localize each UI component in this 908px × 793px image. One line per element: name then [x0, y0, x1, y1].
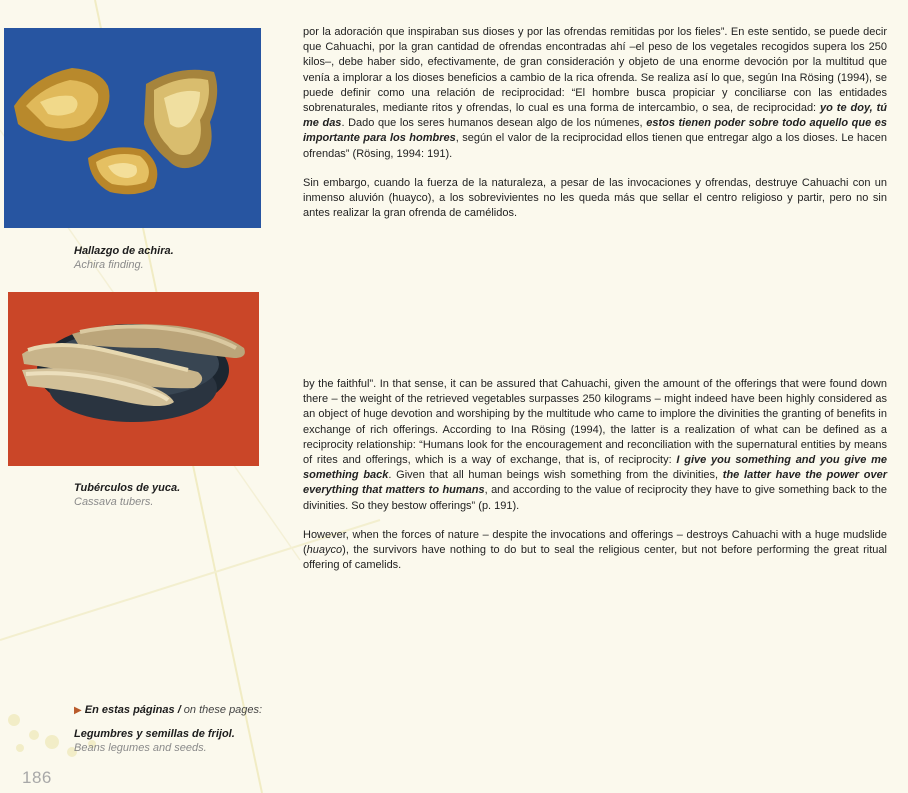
- emphasis-span: estos tienen poder sobre todo aquello que es importante para los hombres: [303, 117, 887, 145]
- text-span: , and according to the value of reciprocity they have to give something back to the divinities. So they bestow offerings” (p. 191).: [303, 484, 887, 512]
- pages-marker-en: on these pages:: [180, 704, 263, 716]
- caption-yuca-en: Cassava tubers.: [74, 496, 154, 508]
- pages-marker-es: En estas páginas /: [84, 704, 181, 716]
- caption-on-these-pages: [74, 703, 262, 755]
- pages-marker-line: [74, 703, 262, 718]
- caption-achira: [74, 244, 174, 272]
- caption-yuca: [74, 481, 180, 509]
- page-number: 186: [22, 768, 52, 787]
- spanish-text-block: [303, 25, 887, 221]
- yuca-photo: [8, 292, 259, 466]
- pages-caption-en: Beans legumes and seeds.: [74, 742, 207, 754]
- text-span: , según el valor de la reciprocidad ellos tienen que entregar algo a los dioses. Le hacen ofrendas” (Rösing, 1994: 191).: [303, 132, 888, 160]
- caption-achira-es: Hallazgo de achira.: [74, 245, 174, 257]
- english-text-block: [303, 377, 887, 573]
- italic-span: huayco: [306, 544, 343, 557]
- text-span: However, when the forces of nature – despite the invocations and offerings – destroys Cahuachi with a huge mudslide (: [303, 528, 887, 557]
- caption-achira-en: Achira finding.: [74, 259, 144, 271]
- pages-caption-es: Legumbres y semillas de frijol.: [74, 728, 235, 740]
- text-span: . Dado que los seres humanos desean algo de los númenes,: [341, 117, 647, 130]
- emphasis-span: yo te doy, tú me das: [303, 102, 888, 130]
- achira-photo: [4, 28, 261, 228]
- text-span: by the faithful”. In that sense, it can be assured that Cahuachi, given the amount of the offerings that were found down there – the weight of the retrieved vegetables surpasses 250 kilograms – might indeed have been highly considered as an object of huge devotion and worshiping by the multitude who came to implore the divinities the granting of benefits in exchange of rich offerings. According to Ina Rösing (1994), the latter is a realization of what can be defined as a reciprocity relationship: “Humans look for the encouragement and reconciliation with the supernatural entities by means of rites and offerings, which is a way of exchange, that is, of reciprocity:: [303, 378, 887, 467]
- text-span: por la adoración que inspiraban sus dioses y por las ofrendas remitidas por los fieles”. En este sentido, se puede decir que Cahuachi, por la gran cantidad de ofrendas encontradas ahí –el peso de los vegetales recogidos supera los 250 kilos–, debe haber sido, efectivamente, de gran consideración y objeto de una enorme devoción por la multitud que venía a implorar a los dioses beneficios a cambio de la rica ofrenda. Se realiza así lo que, según Ina Rösing (1994), se puede definir como una relación de reciprocidad: “El hombre busca propiciar y conciliarse con las entidades sobrenaturales, mediante ritos y ofrendas, lo cual es una forma de intercambio, o sea, de reciprocidad:: [303, 26, 887, 115]
- english-paragraph-1: [303, 377, 887, 514]
- spanish-paragraph-2: Sin embargo, cuando la fuerza de la naturaleza, a pesar de las invocaciones y ofrendas, destruye Cahuachi con un inmenso aluvión (huayco), a los sobrevivientes no les queda más que sellar el centro religioso y partir, pero no sin antes realizar la gran ofrenda de camélidos.: [303, 176, 887, 220]
- english-paragraph-2: [303, 528, 887, 574]
- emphasis-span: I give you something and you give me something back: [303, 454, 887, 482]
- triangle-icon: ▶: [74, 705, 82, 716]
- spanish-paragraph-1: [303, 25, 887, 162]
- text-span: ), the survivors have nothing to do but to seal the religious center, but not before performing the great ritual offering of camelids.: [303, 544, 887, 572]
- emphasis-span: the latter have the power over everything that matters to humans: [303, 469, 887, 497]
- caption-yuca-es: Tubérculos de yuca.: [74, 482, 181, 494]
- text-span: . Given that all human beings wish something from the divinities,: [388, 469, 723, 482]
